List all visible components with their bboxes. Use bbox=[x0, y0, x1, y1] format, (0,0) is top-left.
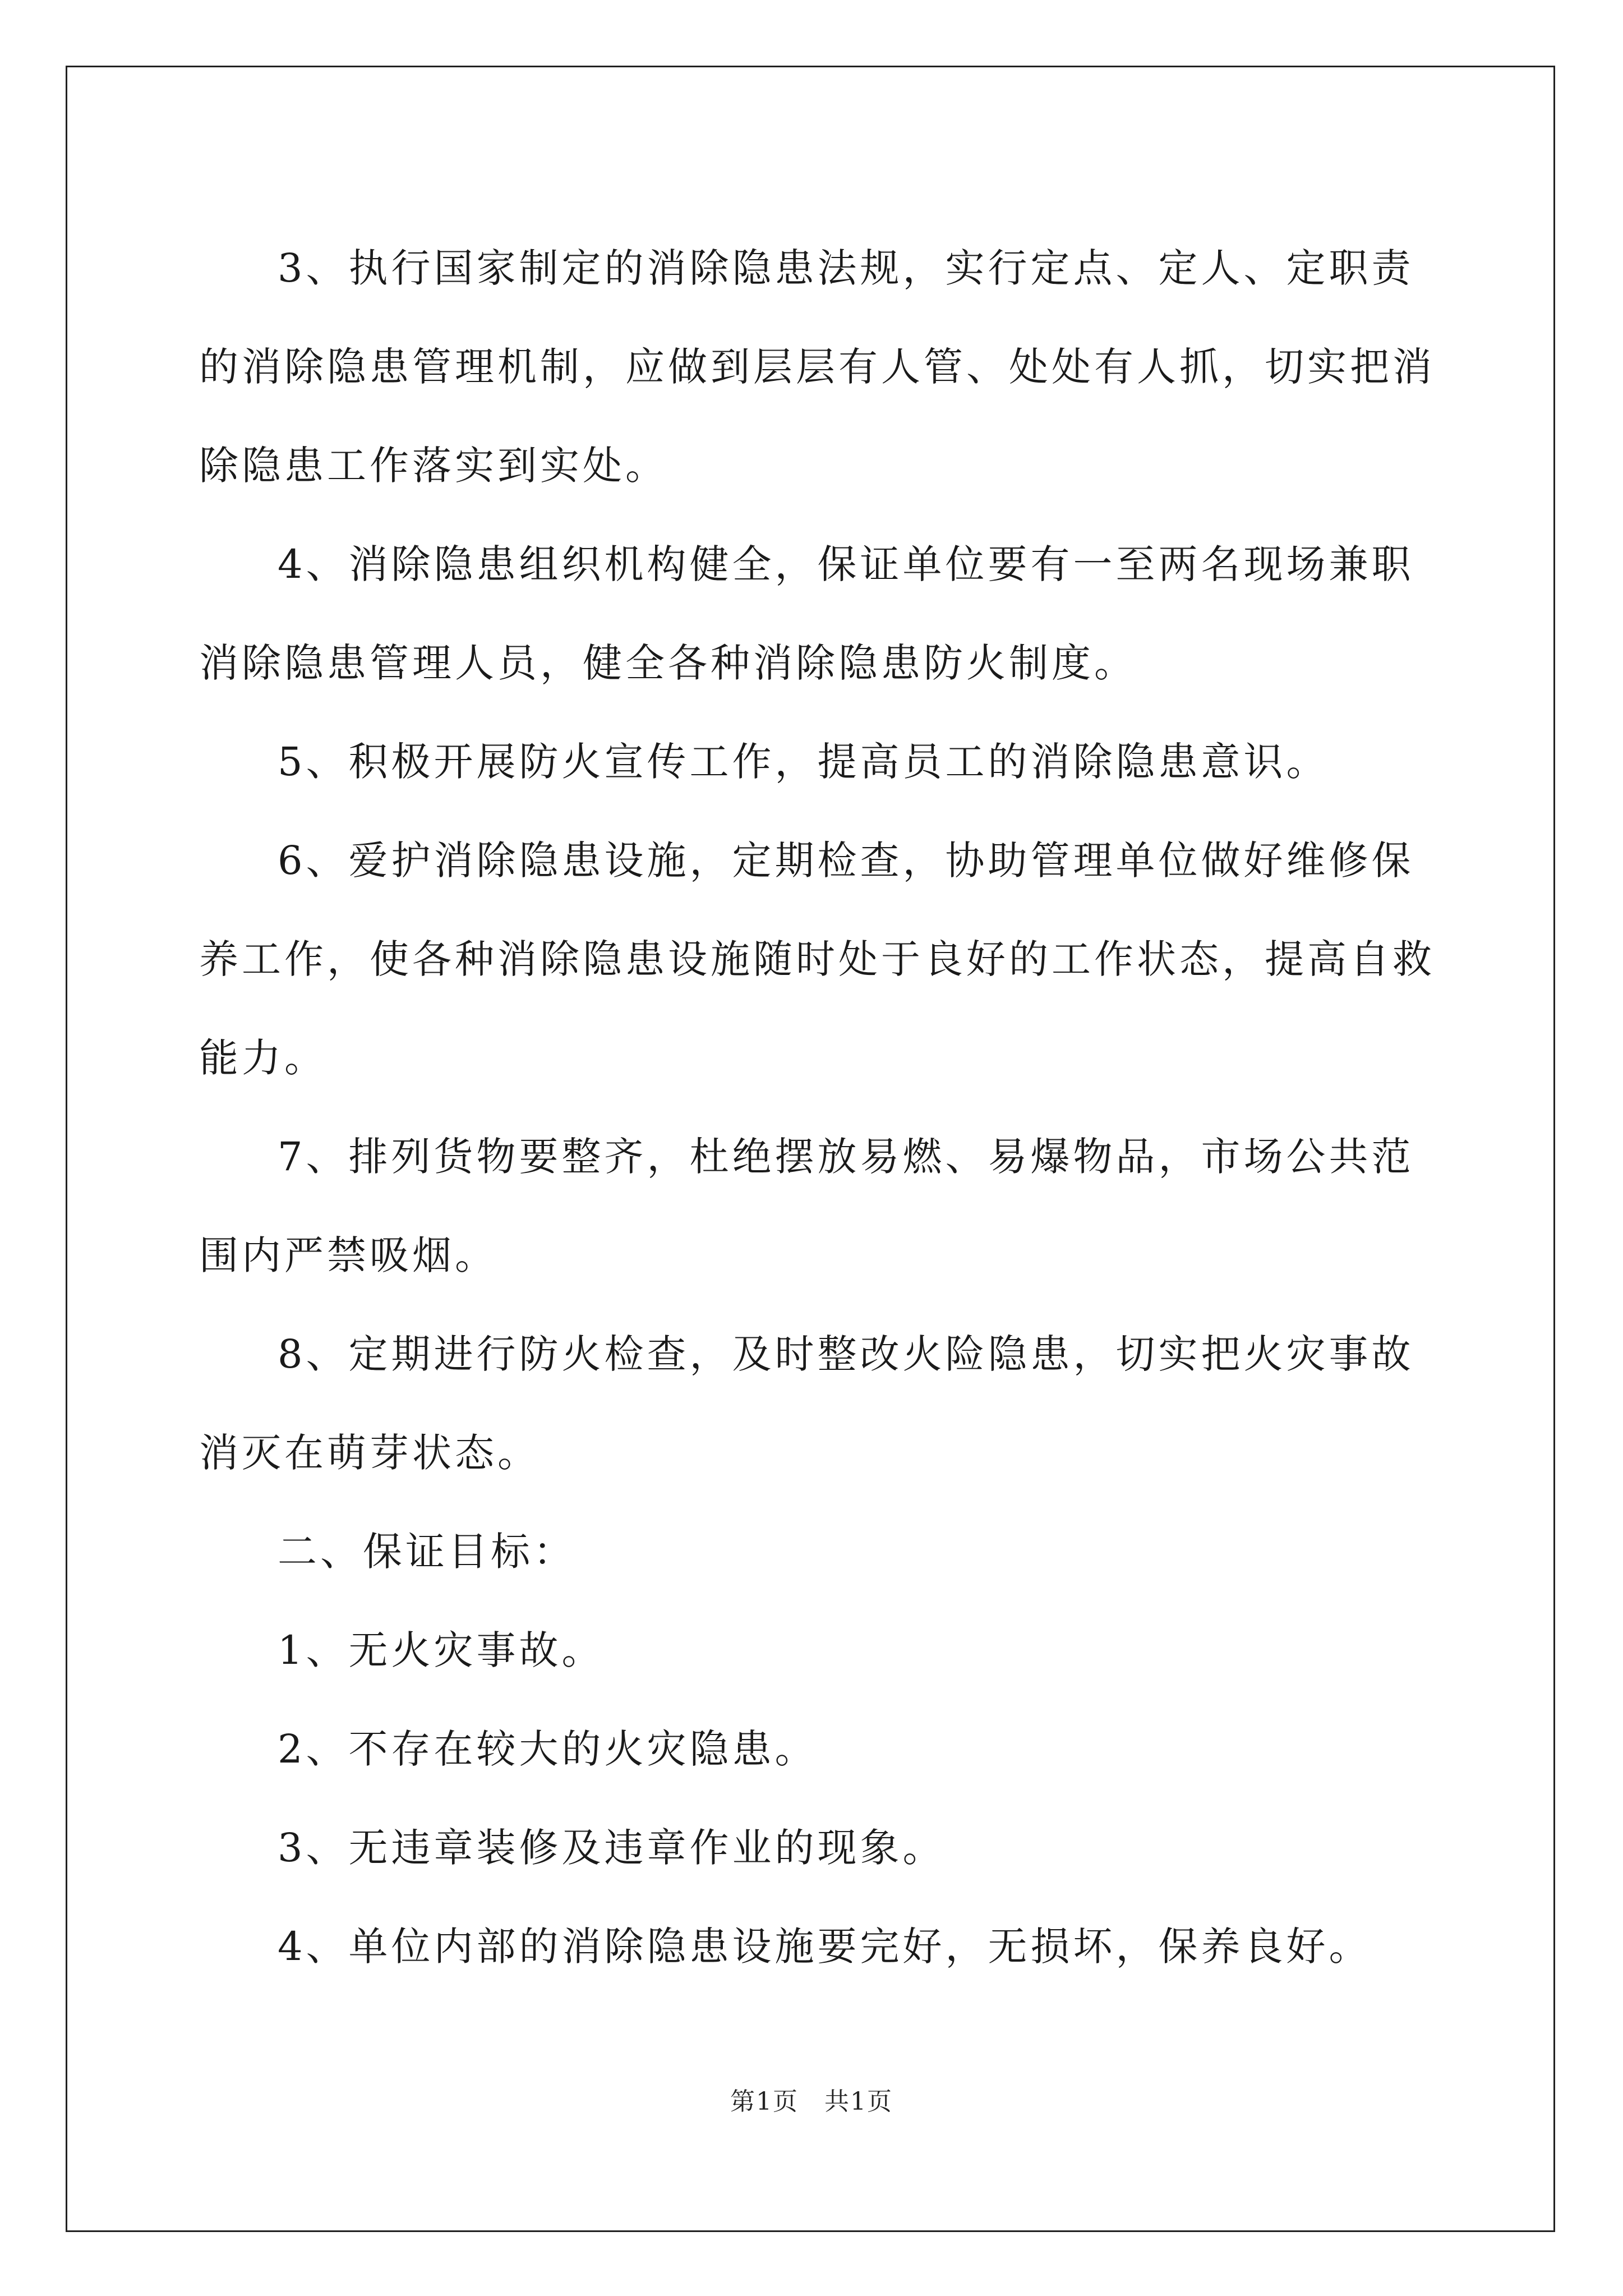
paragraph: 3、无违章装修及违章作业的现象。 bbox=[278, 1825, 946, 1871]
section-heading: 二、保证目标： bbox=[278, 1529, 576, 1575]
paragraph: 2、不存在较大的火灾隐患。 bbox=[278, 1726, 818, 1772]
paragraph: 3、执行国家制定的消除隐患法规，实行定点、定人、定职责的消除隐患管理机制，应做到层层有人管、处处有人抓，切实把消除隐患工作落实到实处。 bbox=[199, 245, 1435, 489]
document-body bbox=[199, 219, 1438, 1996]
paragraph: 4、消除隐患组织机构健全，保证单位要有一至两名现场兼职消除隐患管理人员，健全各种消除隐患防火制度。 bbox=[199, 541, 1414, 686]
paragraph: 1、无火灾事故。 bbox=[278, 1627, 605, 1673]
paragraph: 8、定期进行防火检查，及时整改火险隐患，切实把火灾事故消灭在萌芽状态。 bbox=[199, 1331, 1414, 1476]
paragraph: 7、排列货物要整齐，杜绝摆放易燃、易爆物品，市场公共范围内严禁吸烟。 bbox=[199, 1134, 1414, 1278]
paragraph: 6、爱护消除隐患设施，定期检查，协助管理单位做好维修保养工作，使各种消除隐患设施随时处于良好的工作状态，提高自救能力。 bbox=[199, 838, 1435, 1081]
paragraph: 5、积极开展防火宣传工作，提高员工的消除隐患意识。 bbox=[278, 739, 1329, 785]
paragraph: 4、单位内部的消除隐患设施要完好，无损坏，保养良好。 bbox=[278, 1924, 1372, 1970]
page-number-footer: 第1页 共1页 bbox=[730, 2087, 893, 2116]
